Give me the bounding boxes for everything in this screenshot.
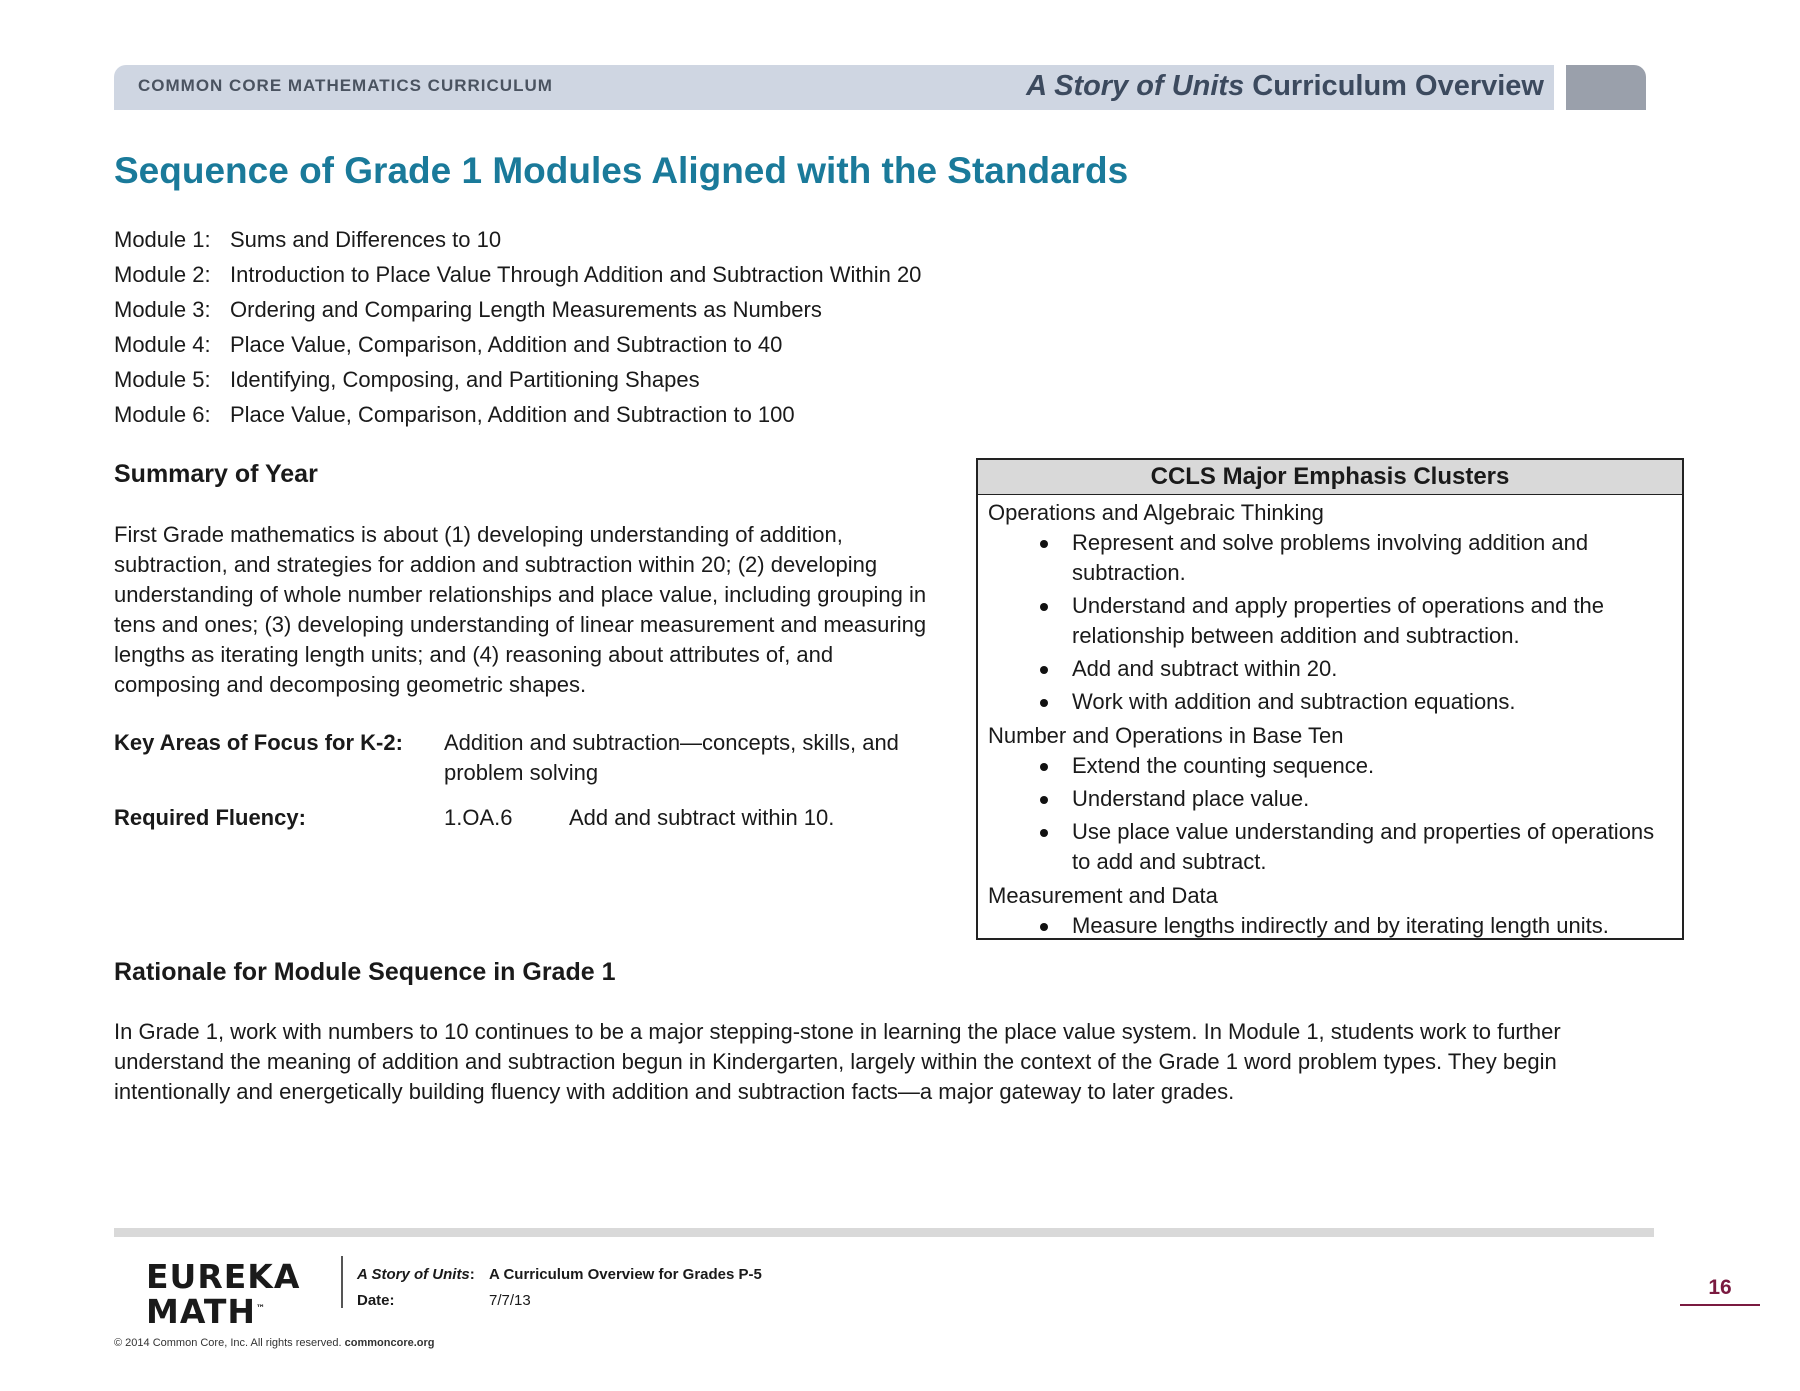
copyright-text: © 2014 Common Core, Inc. All rights reserved. (114, 1337, 342, 1349)
footer-date-row (357, 1288, 762, 1314)
rationale-text: In Grade 1, work with numbers to 10 continues to be a major stepping-stone in learning the place value system. In Module 1, students work to further understand the meaning of addition and subtraction begun in Kindergarten, largely within the context of the Grade 1 word problem types. They begin intentionally and energetically building fluency with addition and subtraction facts—a major gateway to later grades. (114, 1019, 1561, 1104)
footer-story-label: A Story of Units (357, 1266, 470, 1283)
module-number: Module 3: (114, 297, 211, 322)
bullet-icon (1040, 540, 1048, 548)
focus-value: Addition and subtraction—concepts, skills, and problem solving (444, 730, 899, 785)
page-number: 16 (1708, 1276, 1732, 1299)
module-number: Module 2: (114, 262, 211, 287)
module-name: Introduction to Place Value Through Addition and Subtraction Within 20 (230, 262, 922, 287)
logo-line-eureka: EUREKA (146, 1257, 301, 1296)
module-number: Module 1: (114, 227, 211, 252)
cluster-item (988, 687, 1674, 720)
footer-story-row (357, 1262, 762, 1288)
footer-info (357, 1262, 762, 1314)
cluster-text: Extend the counting sequence. (1072, 753, 1375, 778)
bullet-icon (1040, 666, 1048, 674)
module-list (114, 225, 921, 435)
curriculum-label: COMMON CORE MATHEMATICS CURRICULUM (138, 76, 553, 95)
cluster-item (988, 751, 1674, 784)
bullet-icon (1040, 923, 1048, 931)
footer-story-value: A Curriculum Overview for Grades P-5 (489, 1266, 762, 1283)
ccls-body (978, 495, 1682, 944)
story-of-units-italic: A Story of Units (1026, 70, 1245, 102)
eureka-math-logo (146, 1257, 301, 1331)
header-tab (1566, 65, 1646, 110)
summary-heading: Summary of Year (114, 460, 318, 488)
curriculum-overview-title (1026, 70, 1544, 103)
cluster-text: Understand and apply properties of operations and the relationship between addition and subtraction. (1072, 593, 1605, 648)
curriculum-overview-text: Curriculum Overview (1244, 70, 1544, 102)
module-number: Module 6: (114, 402, 211, 427)
module-item (114, 260, 921, 295)
cluster-item (988, 817, 1674, 880)
module-item (114, 400, 921, 435)
cluster-text: Understand place value. (1072, 786, 1310, 811)
footer-date-value: 7/7/13 (489, 1292, 531, 1309)
module-number: Module 5: (114, 367, 211, 392)
module-item (114, 365, 921, 400)
focus-label: Key Areas of Focus for K-2: (114, 730, 403, 755)
bullet-icon (1040, 699, 1048, 707)
rationale-heading: Rationale for Module Sequence in Grade 1 (114, 958, 616, 986)
logo-math-text: MATH (146, 1292, 256, 1331)
ccls-clusters-box (976, 458, 1684, 940)
domain-heading: Measurement and Data (988, 883, 1218, 908)
trademark-symbol: ™ (255, 1304, 266, 1314)
bullet-icon (1040, 763, 1048, 771)
bullet-icon (1040, 796, 1048, 804)
cluster-text: Work with addition and subtraction equations. (1072, 689, 1516, 714)
cluster-item (988, 654, 1674, 687)
cluster-text: Use place value understanding and properties of operations to add and subtract. (1072, 819, 1655, 874)
bullet-icon (1040, 829, 1048, 837)
cluster-item (988, 528, 1674, 591)
fluency-label: Required Fluency: (114, 805, 306, 830)
cluster-item (988, 784, 1674, 817)
cluster-text: Measure lengths indirectly and by iterating length units. (1072, 913, 1609, 938)
fluency-code: 1.OA.6 (444, 805, 513, 830)
logo-line-math (146, 1292, 300, 1331)
bullet-icon (1040, 603, 1048, 611)
module-name: Sums and Differences to 10 (230, 227, 502, 252)
cluster-item (988, 911, 1674, 944)
ccls-title: CCLS Major Emphasis Clusters (978, 460, 1682, 495)
summary-text: First Grade mathematics is about (1) developing understanding of addition, subtraction, and strategies for addion and subtraction within 20; (2) developing understanding of whole number relationships and place value, including grouping in tens and ones; (3) developing understanding of linear measurement and measuring lengths as iterating length units; and (4) reasoning about attributes of, and composing and decomposing geometric shapes. (114, 522, 927, 697)
module-item (114, 295, 921, 330)
page-number-rule (1680, 1304, 1760, 1306)
copyright (114, 1337, 435, 1349)
footer-rule (114, 1228, 1654, 1237)
module-name: Ordering and Comparing Length Measurements as Numbers (230, 297, 822, 322)
footer-date-label: Date: (357, 1292, 395, 1309)
module-item (114, 225, 921, 260)
module-number: Module 4: (114, 332, 211, 357)
module-name: Place Value, Comparison, Addition and Subtraction to 40 (230, 332, 783, 357)
footer-separator (341, 1256, 343, 1308)
domain-heading: Operations and Algebraic Thinking (988, 500, 1324, 525)
footer-story-colon: : (469, 1266, 475, 1283)
page-title: Sequence of Grade 1 Modules Aligned with the Standards (114, 150, 1129, 191)
module-name: Identifying, Composing, and Partitioning Shapes (230, 367, 700, 392)
module-name: Place Value, Comparison, Addition and Subtraction to 100 (230, 402, 795, 427)
domain-heading: Number and Operations in Base Ten (988, 723, 1344, 748)
copyright-site: commoncore.org (344, 1337, 435, 1349)
module-item (114, 330, 921, 365)
cluster-text: Represent and solve problems involving addition and subtraction. (1072, 530, 1589, 585)
cluster-item (988, 591, 1674, 654)
fluency-description: Add and subtract within 10. (569, 805, 835, 830)
cluster-text: Add and subtract within 20. (1072, 656, 1338, 681)
